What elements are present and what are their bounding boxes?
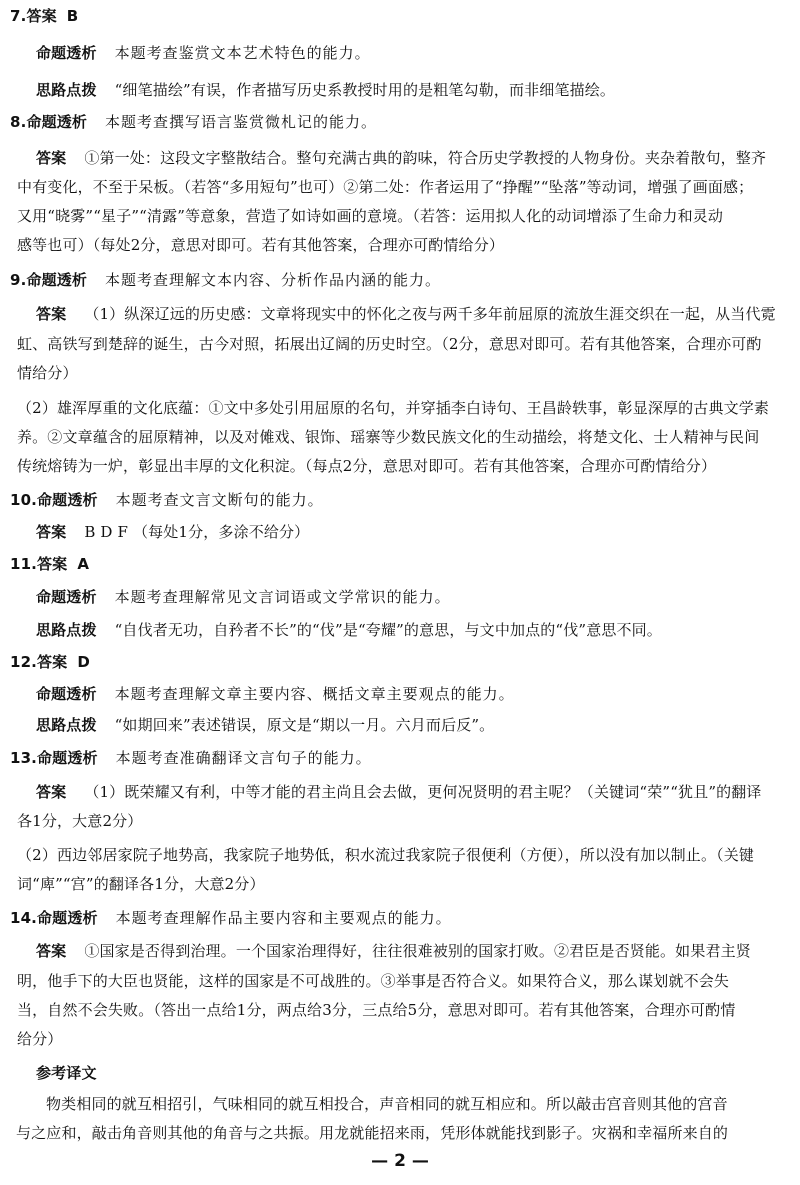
q9-answer-line-3: 情给分） [17, 364, 78, 382]
q8-answer-line-1: 答案 ①第一处：这段文字整散结合。整句充满古典的韵味，符合历史学教授的人物身份。夹杂着散句，整齐 [36, 149, 767, 167]
q14-answer-line-4: 给分） [17, 1030, 63, 1048]
q14-header: 14.命题透析 本题考查理解作品主要内容和主要观点的能力。 [10, 909, 452, 927]
q12-header: 12.答案 D [10, 653, 90, 671]
q13-part2-line-1: （2）西边邻居家院子地势高，我家院子地势低，积水流过我家院子很便利（方便），所以没有加以制止。（关键 [17, 846, 755, 864]
translation-line-1: 物类相同的就互相招引，气味相同的就互相投合，声音相同的就互相应和。所以敲击宫音则其他的宫音 [46, 1095, 728, 1113]
q9-answer-line-1: 答案 （1）纵深辽远的历史感：文章将现实中的怀化之夜与两千多年前屈原的流放生涯交织在一起，从当代霓 [36, 305, 776, 323]
q13-header: 13.命题透析 本题考查准确翻译文言句子的能力。 [10, 749, 372, 767]
q7-hint: 思路点拨 “细笔描绘”有误，作者描写历史系教授时用的是粗笔勾勒，而非细笔描绘。 [36, 81, 616, 99]
q8-answer-line-4: 感等也可）（每处2分，意思对即可。若有其他答案，合理亦可酌情给分） [17, 236, 504, 254]
q12-analysis: 命题透析 本题考查理解文章主要内容、概括文章主要观点的能力。 [36, 685, 515, 703]
q13-answer-line-2: 各1分，大意2分） [17, 812, 143, 830]
q10-header: 10.命题透析 本题考查文言文断句的能力。 [10, 491, 324, 509]
q11-header: 11.答案 A [10, 555, 90, 573]
q9-part2-line-3: 传统熔铸为一炉，彰显出丰厚的文化积淀。（每点2分，意思对即可。若有其他答案，合理亦可酌情给分） [17, 457, 717, 475]
q10-answer: 答案 B D F （每处1分，多涂不给分） [36, 523, 310, 541]
q13-answer-line-1: 答案 （1）既荣耀又有利，中等才能的君主尚且会去做，更何况贤明的君主呢？（关键词“荣”“犹且”的翻译 [36, 783, 762, 801]
q9-part2-line-1: （2）雄浑厚重的文化底蕴：①文中多处引用屈原的名句，并穿插李白诗句、王昌龄轶事，彰显深厚的古典文学素 [17, 399, 770, 417]
q7-analysis: 命题透析 本题考查鉴赏文本艺术特色的能力。 [36, 44, 371, 62]
q12-hint: 思路点拨 “如期回来”表述错误，原文是“期以一月。六月而后反”。 [36, 716, 495, 734]
q8-answer-line-3: 又用“晓雾”“星子”“清露”等意象，营造了如诗如画的意境。（若答：运用拟人化的动词增添了生命力和灵动 [17, 207, 724, 225]
q8-header: 8.命题透析 本题考查撰写语言鉴赏微札记的能力。 [10, 113, 378, 131]
q14-answer-line-1: 答案 ①国家是否得到治理。一个国家治理得好，往往很难被别的国家打败。②君臣是否贤能。如果君主贤 [36, 942, 751, 960]
page-number: — 2 — [371, 1151, 429, 1171]
q13-part2-line-2: 词“庳”“宫”的翻译各1分，大意2分） [17, 875, 265, 893]
q7-header: 7.答案 B [10, 7, 79, 25]
q8-answer-line-2: 中有变化，不至于呆板。（若答“多用短句”也可）②第二处：作者运用了“挣醒”“坠落”等动词，增强了画面感； [17, 178, 754, 196]
q14-answer-line-3: 当，自然不会失败。（答出一点给1分，两点给3分，三点给5分，意思对即可。若有其他答案，合理亦可酌情 [17, 1001, 736, 1019]
q9-header: 9.命题透析 本题考查理解文本内容、分析作品内涵的能力。 [10, 271, 442, 289]
q9-part2-line-2: 养。②文章蕴含的屈原精神，以及对傩戏、银饰、瑶寨等少数民族文化的生动描绘，将楚文化、士人精神与民间 [17, 428, 760, 446]
q11-hint: 思路点拨 “自伐者无功，自矜者不长”的“伐”是“夸耀”的意思，与文中加点的“伐”意思不同。 [36, 621, 662, 639]
q9-answer-line-2: 虹、高铁写到楚辞的诞生，古今对照，拓展出辽阔的历史时空。（2分，意思对即可。若有其他答案，合理亦可酌 [17, 335, 762, 353]
q14-answer-line-2: 明，他手下的大臣也贤能，这样的国家是不可战胜的。③举事是否符合义。如果符合义，那么谋划就不会失 [17, 972, 730, 990]
reference-translation-heading: 参考译文 [36, 1064, 97, 1082]
q11-analysis: 命题透析 本题考查理解常见文言词语或文学常识的能力。 [36, 588, 451, 606]
translation-line-2: 与之应和，敲击角音则其他的角音与之共振。用龙就能招来雨，凭形体就能找到影子。灾祸和幸福所来自的 [16, 1124, 729, 1142]
